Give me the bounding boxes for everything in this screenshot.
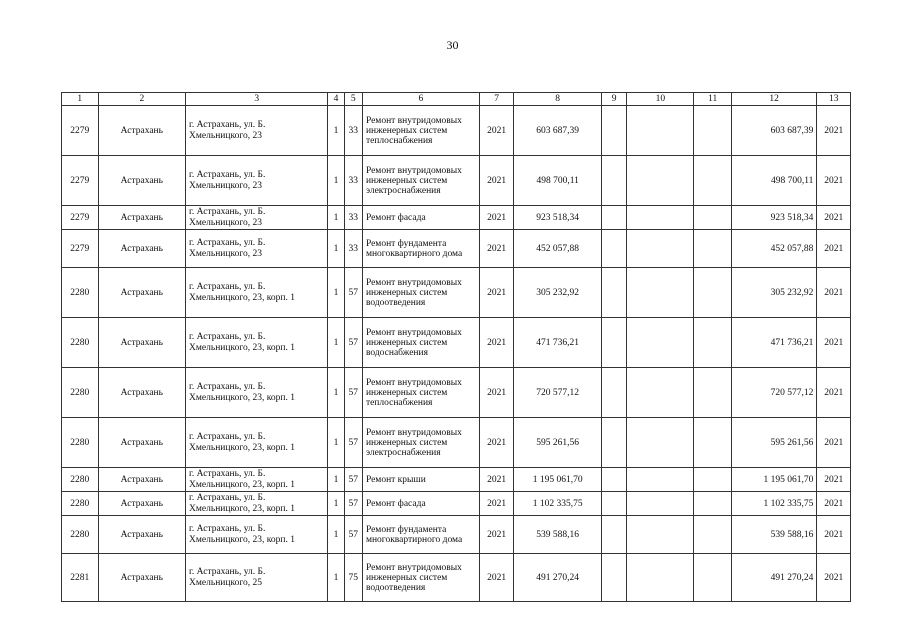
cost-cell: 491 270,24 [514, 554, 601, 602]
column-4-cell: 1 [328, 554, 344, 602]
year-cell: 2021 [479, 554, 514, 602]
table-row [62, 230, 851, 268]
address-cell: г. Астрахань, ул. Б. Хмельницкого, 23, корп. 1 [186, 468, 328, 492]
work-type-cell: Ремонт внутридомовых инженерных систем водоотведения [362, 268, 479, 318]
total-cost-cell: 491 270,24 [731, 554, 816, 602]
row-number: 2280 [62, 268, 99, 318]
column-4-cell: 1 [328, 516, 344, 554]
header-row [62, 93, 851, 106]
work-type-cell: Ремонт внутридомовых инженерных систем теплоснабжения [362, 106, 479, 156]
address-cell: г. Астрахань, ул. Б. Хмельницкого, 23 [186, 206, 328, 230]
row-number: 2279 [62, 106, 99, 156]
column-5-cell: 33 [344, 230, 362, 268]
year-cell: 2021 [479, 268, 514, 318]
column-11-cell [694, 156, 732, 206]
table-row [62, 368, 851, 418]
column-10-cell [627, 368, 694, 418]
column-10-cell [627, 206, 694, 230]
completion-year-cell: 2021 [817, 468, 851, 492]
row-number: 2280 [62, 516, 99, 554]
column-header-6: 6 [362, 93, 479, 106]
column-4-cell: 1 [328, 206, 344, 230]
column-5-cell: 57 [344, 468, 362, 492]
column-10-cell [627, 318, 694, 368]
year-cell: 2021 [479, 318, 514, 368]
city-cell: Астрахань [98, 492, 185, 516]
column-5-cell: 57 [344, 516, 362, 554]
cost-cell: 923 518,34 [514, 206, 601, 230]
column-4-cell: 1 [328, 106, 344, 156]
column-header-1: 1 [62, 93, 99, 106]
capital-repair-table [61, 92, 851, 602]
row-number: 2280 [62, 368, 99, 418]
completion-year-cell: 2021 [817, 368, 851, 418]
cost-cell: 498 700,11 [514, 156, 601, 206]
column-5-cell: 57 [344, 318, 362, 368]
city-cell: Астрахань [98, 156, 185, 206]
year-cell: 2021 [479, 368, 514, 418]
column-9-cell [601, 418, 626, 468]
work-type-cell: Ремонт фасада [362, 492, 479, 516]
city-cell: Астрахань [98, 554, 185, 602]
column-5-cell: 57 [344, 418, 362, 468]
column-4-cell: 1 [328, 268, 344, 318]
column-9-cell [601, 492, 626, 516]
row-number: 2280 [62, 418, 99, 468]
column-10-cell [627, 492, 694, 516]
total-cost-cell: 539 588,16 [731, 516, 816, 554]
cost-cell: 305 232,92 [514, 268, 601, 318]
row-number: 2280 [62, 318, 99, 368]
completion-year-cell: 2021 [817, 418, 851, 468]
column-10-cell [627, 156, 694, 206]
column-5-cell: 57 [344, 368, 362, 418]
column-10-cell [627, 418, 694, 468]
city-cell: Астрахань [98, 268, 185, 318]
column-11-cell [694, 318, 732, 368]
table-row [62, 492, 851, 516]
column-header-10: 10 [627, 93, 694, 106]
column-10-cell [627, 468, 694, 492]
cost-cell: 603 687,39 [514, 106, 601, 156]
column-header-3: 3 [186, 93, 328, 106]
table-row [62, 318, 851, 368]
address-cell: г. Астрахань, ул. Б. Хмельницкого, 23 [186, 156, 328, 206]
column-9-cell [601, 516, 626, 554]
total-cost-cell: 923 518,34 [731, 206, 816, 230]
column-4-cell: 1 [328, 418, 344, 468]
table-row [62, 468, 851, 492]
column-11-cell [694, 268, 732, 318]
address-cell: г. Астрахань, ул. Б. Хмельницкого, 23, корп. 1 [186, 318, 328, 368]
column-11-cell [694, 554, 732, 602]
city-cell: Астрахань [98, 230, 185, 268]
total-cost-cell: 603 687,39 [731, 106, 816, 156]
cost-cell: 720 577,12 [514, 368, 601, 418]
column-4-cell: 1 [328, 368, 344, 418]
cost-cell: 1 195 061,70 [514, 468, 601, 492]
completion-year-cell: 2021 [817, 106, 851, 156]
column-10-cell [627, 554, 694, 602]
column-9-cell [601, 156, 626, 206]
column-11-cell [694, 368, 732, 418]
column-9-cell [601, 268, 626, 318]
total-cost-cell: 471 736,21 [731, 318, 816, 368]
column-10-cell [627, 516, 694, 554]
column-11-cell [694, 106, 732, 156]
year-cell: 2021 [479, 156, 514, 206]
completion-year-cell: 2021 [817, 206, 851, 230]
work-type-cell: Ремонт фундамента многоквартирного дома [362, 516, 479, 554]
table-row [62, 268, 851, 318]
work-type-cell: Ремонт внутридомовых инженерных систем теплоснабжения [362, 368, 479, 418]
address-cell: г. Астрахань, ул. Б. Хмельницкого, 23, корп. 1 [186, 368, 328, 418]
column-header-5: 5 [344, 93, 362, 106]
address-cell: г. Астрахань, ул. Б. Хмельницкого, 23, корп. 1 [186, 492, 328, 516]
table-row [62, 418, 851, 468]
year-cell: 2021 [479, 206, 514, 230]
year-cell: 2021 [479, 230, 514, 268]
page-number: 30 [446, 38, 459, 52]
cost-cell: 539 588,16 [514, 516, 601, 554]
total-cost-cell: 305 232,92 [731, 268, 816, 318]
row-number: 2280 [62, 468, 99, 492]
table-row [62, 106, 851, 156]
city-cell: Астрахань [98, 468, 185, 492]
column-10-cell [627, 230, 694, 268]
completion-year-cell: 2021 [817, 230, 851, 268]
year-cell: 2021 [479, 516, 514, 554]
work-type-cell: Ремонт внутридомовых инженерных систем электроснабжения [362, 418, 479, 468]
city-cell: Астрахань [98, 368, 185, 418]
column-header-2: 2 [98, 93, 185, 106]
column-10-cell [627, 106, 694, 156]
city-cell: Астрахань [98, 206, 185, 230]
cost-cell: 452 057,88 [514, 230, 601, 268]
column-9-cell [601, 318, 626, 368]
column-9-cell [601, 230, 626, 268]
year-cell: 2021 [479, 468, 514, 492]
column-5-cell: 57 [344, 268, 362, 318]
cost-cell: 1 102 335,75 [514, 492, 601, 516]
column-9-cell [601, 468, 626, 492]
completion-year-cell: 2021 [817, 554, 851, 602]
column-11-cell [694, 468, 732, 492]
address-cell: г. Астрахань, ул. Б. Хмельницкого, 25 [186, 554, 328, 602]
work-type-cell: Ремонт внутридомовых инженерных систем водоснабжения [362, 318, 479, 368]
total-cost-cell: 595 261,56 [731, 418, 816, 468]
column-4-cell: 1 [328, 230, 344, 268]
total-cost-cell: 1 195 061,70 [731, 468, 816, 492]
column-header-9: 9 [601, 93, 626, 106]
column-11-cell [694, 206, 732, 230]
city-cell: Астрахань [98, 106, 185, 156]
completion-year-cell: 2021 [817, 156, 851, 206]
work-type-cell: Ремонт внутридомовых инженерных систем электроснабжения [362, 156, 479, 206]
completion-year-cell: 2021 [817, 492, 851, 516]
completion-year-cell: 2021 [817, 318, 851, 368]
address-cell: г. Астрахань, ул. Б. Хмельницкого, 23, корп. 1 [186, 268, 328, 318]
column-4-cell: 1 [328, 468, 344, 492]
column-5-cell: 57 [344, 492, 362, 516]
total-cost-cell: 498 700,11 [731, 156, 816, 206]
completion-year-cell: 2021 [817, 516, 851, 554]
column-4-cell: 1 [328, 318, 344, 368]
column-5-cell: 75 [344, 554, 362, 602]
column-11-cell [694, 492, 732, 516]
address-cell: г. Астрахань, ул. Б. Хмельницкого, 23, корп. 1 [186, 418, 328, 468]
table-row [62, 156, 851, 206]
address-cell: г. Астрахань, ул. Б. Хмельницкого, 23 [186, 230, 328, 268]
column-9-cell [601, 106, 626, 156]
column-11-cell [694, 230, 732, 268]
row-number: 2281 [62, 554, 99, 602]
total-cost-cell: 1 102 335,75 [731, 492, 816, 516]
total-cost-cell: 720 577,12 [731, 368, 816, 418]
city-cell: Астрахань [98, 318, 185, 368]
column-4-cell: 1 [328, 156, 344, 206]
work-type-cell: Ремонт внутридомовых инженерных систем водоотведения [362, 554, 479, 602]
address-cell: г. Астрахань, ул. Б. Хмельницкого, 23 [186, 106, 328, 156]
table-row [62, 554, 851, 602]
column-11-cell [694, 516, 732, 554]
column-header-13: 13 [817, 93, 851, 106]
cost-cell: 471 736,21 [514, 318, 601, 368]
column-header-11: 11 [694, 93, 732, 106]
year-cell: 2021 [479, 492, 514, 516]
column-header-7: 7 [479, 93, 514, 106]
column-5-cell: 33 [344, 156, 362, 206]
work-type-cell: Ремонт фундамента многоквартирного дома [362, 230, 479, 268]
column-9-cell [601, 554, 626, 602]
column-header-4: 4 [328, 93, 344, 106]
column-5-cell: 33 [344, 206, 362, 230]
cost-cell: 595 261,56 [514, 418, 601, 468]
total-cost-cell: 452 057,88 [731, 230, 816, 268]
year-cell: 2021 [479, 106, 514, 156]
column-11-cell [694, 418, 732, 468]
address-cell: г. Астрахань, ул. Б. Хмельницкого, 23, корп. 1 [186, 516, 328, 554]
year-cell: 2021 [479, 418, 514, 468]
row-number: 2279 [62, 230, 99, 268]
row-number: 2279 [62, 206, 99, 230]
table-row [62, 206, 851, 230]
column-header-12: 12 [731, 93, 816, 106]
column-5-cell: 33 [344, 106, 362, 156]
row-number: 2280 [62, 492, 99, 516]
column-header-8: 8 [514, 93, 601, 106]
city-cell: Астрахань [98, 418, 185, 468]
column-10-cell [627, 268, 694, 318]
work-type-cell: Ремонт крыши [362, 468, 479, 492]
completion-year-cell: 2021 [817, 268, 851, 318]
city-cell: Астрахань [98, 516, 185, 554]
work-type-cell: Ремонт фасада [362, 206, 479, 230]
column-4-cell: 1 [328, 492, 344, 516]
column-9-cell [601, 206, 626, 230]
table-row [62, 516, 851, 554]
row-number: 2279 [62, 156, 99, 206]
column-9-cell [601, 368, 626, 418]
